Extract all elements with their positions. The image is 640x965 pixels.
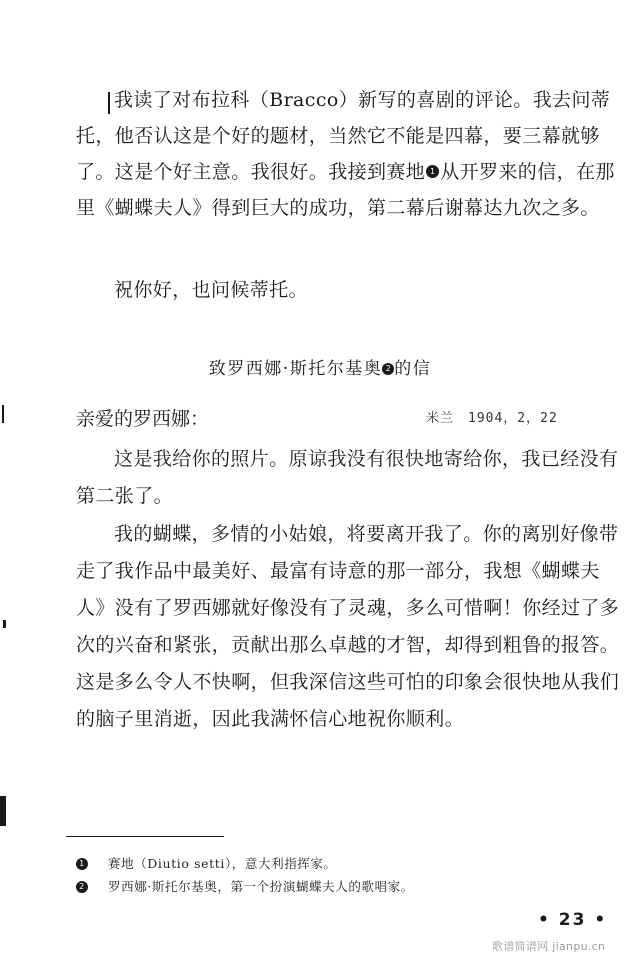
- previous-letter-paragraph: [76, 82, 628, 226]
- paragraph-text-after-note: 从开罗来的信，在那里《蝴蝶夫人》得到巨大的成功，第二幕后谢幕达九次之多。: [76, 161, 615, 219]
- page-number: • 23 •: [538, 910, 608, 930]
- footnote-number: 1: [76, 858, 88, 870]
- footnote-1: [76, 852, 596, 875]
- previous-letter-sign-off: [76, 272, 628, 308]
- salutation: 亲爱的罗西娜：: [76, 408, 210, 430]
- footnote-2: [76, 875, 596, 898]
- dateline: 米兰 1904，2，22: [426, 411, 558, 426]
- footnote-number: 2: [76, 881, 88, 893]
- letter-title: [0, 356, 640, 382]
- letter-body: [76, 441, 628, 738]
- paragraph-text-before-note: 我读了对布拉科（Bracco）新写的喜剧的评论。我去问蒂托，他否认这是个好的题材，当然它不能是四幕，要三幕就够了。这是个好主意。我很好。我接到赛地: [76, 89, 611, 183]
- scan-mark-left-1: [2, 405, 4, 423]
- letter-paragraph: 这是我给你的照片。原谅我没有很快地寄给你，我已经没有第二张了。: [76, 448, 619, 507]
- letter-paragraph: 我的蝴蝶，多情的小姑娘，将要离开我了。你的离别好像带走了我作品中最美好、最富有诗意的那一部分，我想《蝴蝶夫人》没有了罗西娜就好像没有了灵魂，多么可惜啊！你经过了多次的兴奋和紧张，贡献出那么卓越的才智，却得到粗鲁的报答。这是多么令人不快啊，但我深信这些可怕的印象会很快地从我们的脑子里消逝，因此我满怀信心地祝你顺利。: [76, 523, 620, 730]
- footnotes: [76, 852, 596, 898]
- letter-title-text: 致罗西娜·斯托尔基奥: [208, 359, 383, 379]
- letter-title-suffix: 的信: [394, 359, 432, 379]
- watermark: 歌谱简谱网 jianpu.cn: [492, 940, 606, 953]
- footnote-marker-1: 1: [426, 165, 439, 178]
- footnote-marker-2: 2: [382, 363, 394, 375]
- footnote-text: 罗西娜·斯托尔基奥，第一个扮演蝴蝶夫人的歌唱家。: [108, 879, 414, 894]
- paragraph: [76, 82, 628, 226]
- sign-off-text: 祝你好，也问候蒂托。: [114, 279, 309, 301]
- footnote-text: 赛地（Diutio setti），意大利指挥家。: [108, 856, 337, 871]
- scan-mark-left-3: [0, 796, 6, 826]
- salutation-row: [76, 404, 616, 434]
- scan-mark-left-2: [3, 620, 6, 628]
- footnote-divider: [66, 836, 224, 837]
